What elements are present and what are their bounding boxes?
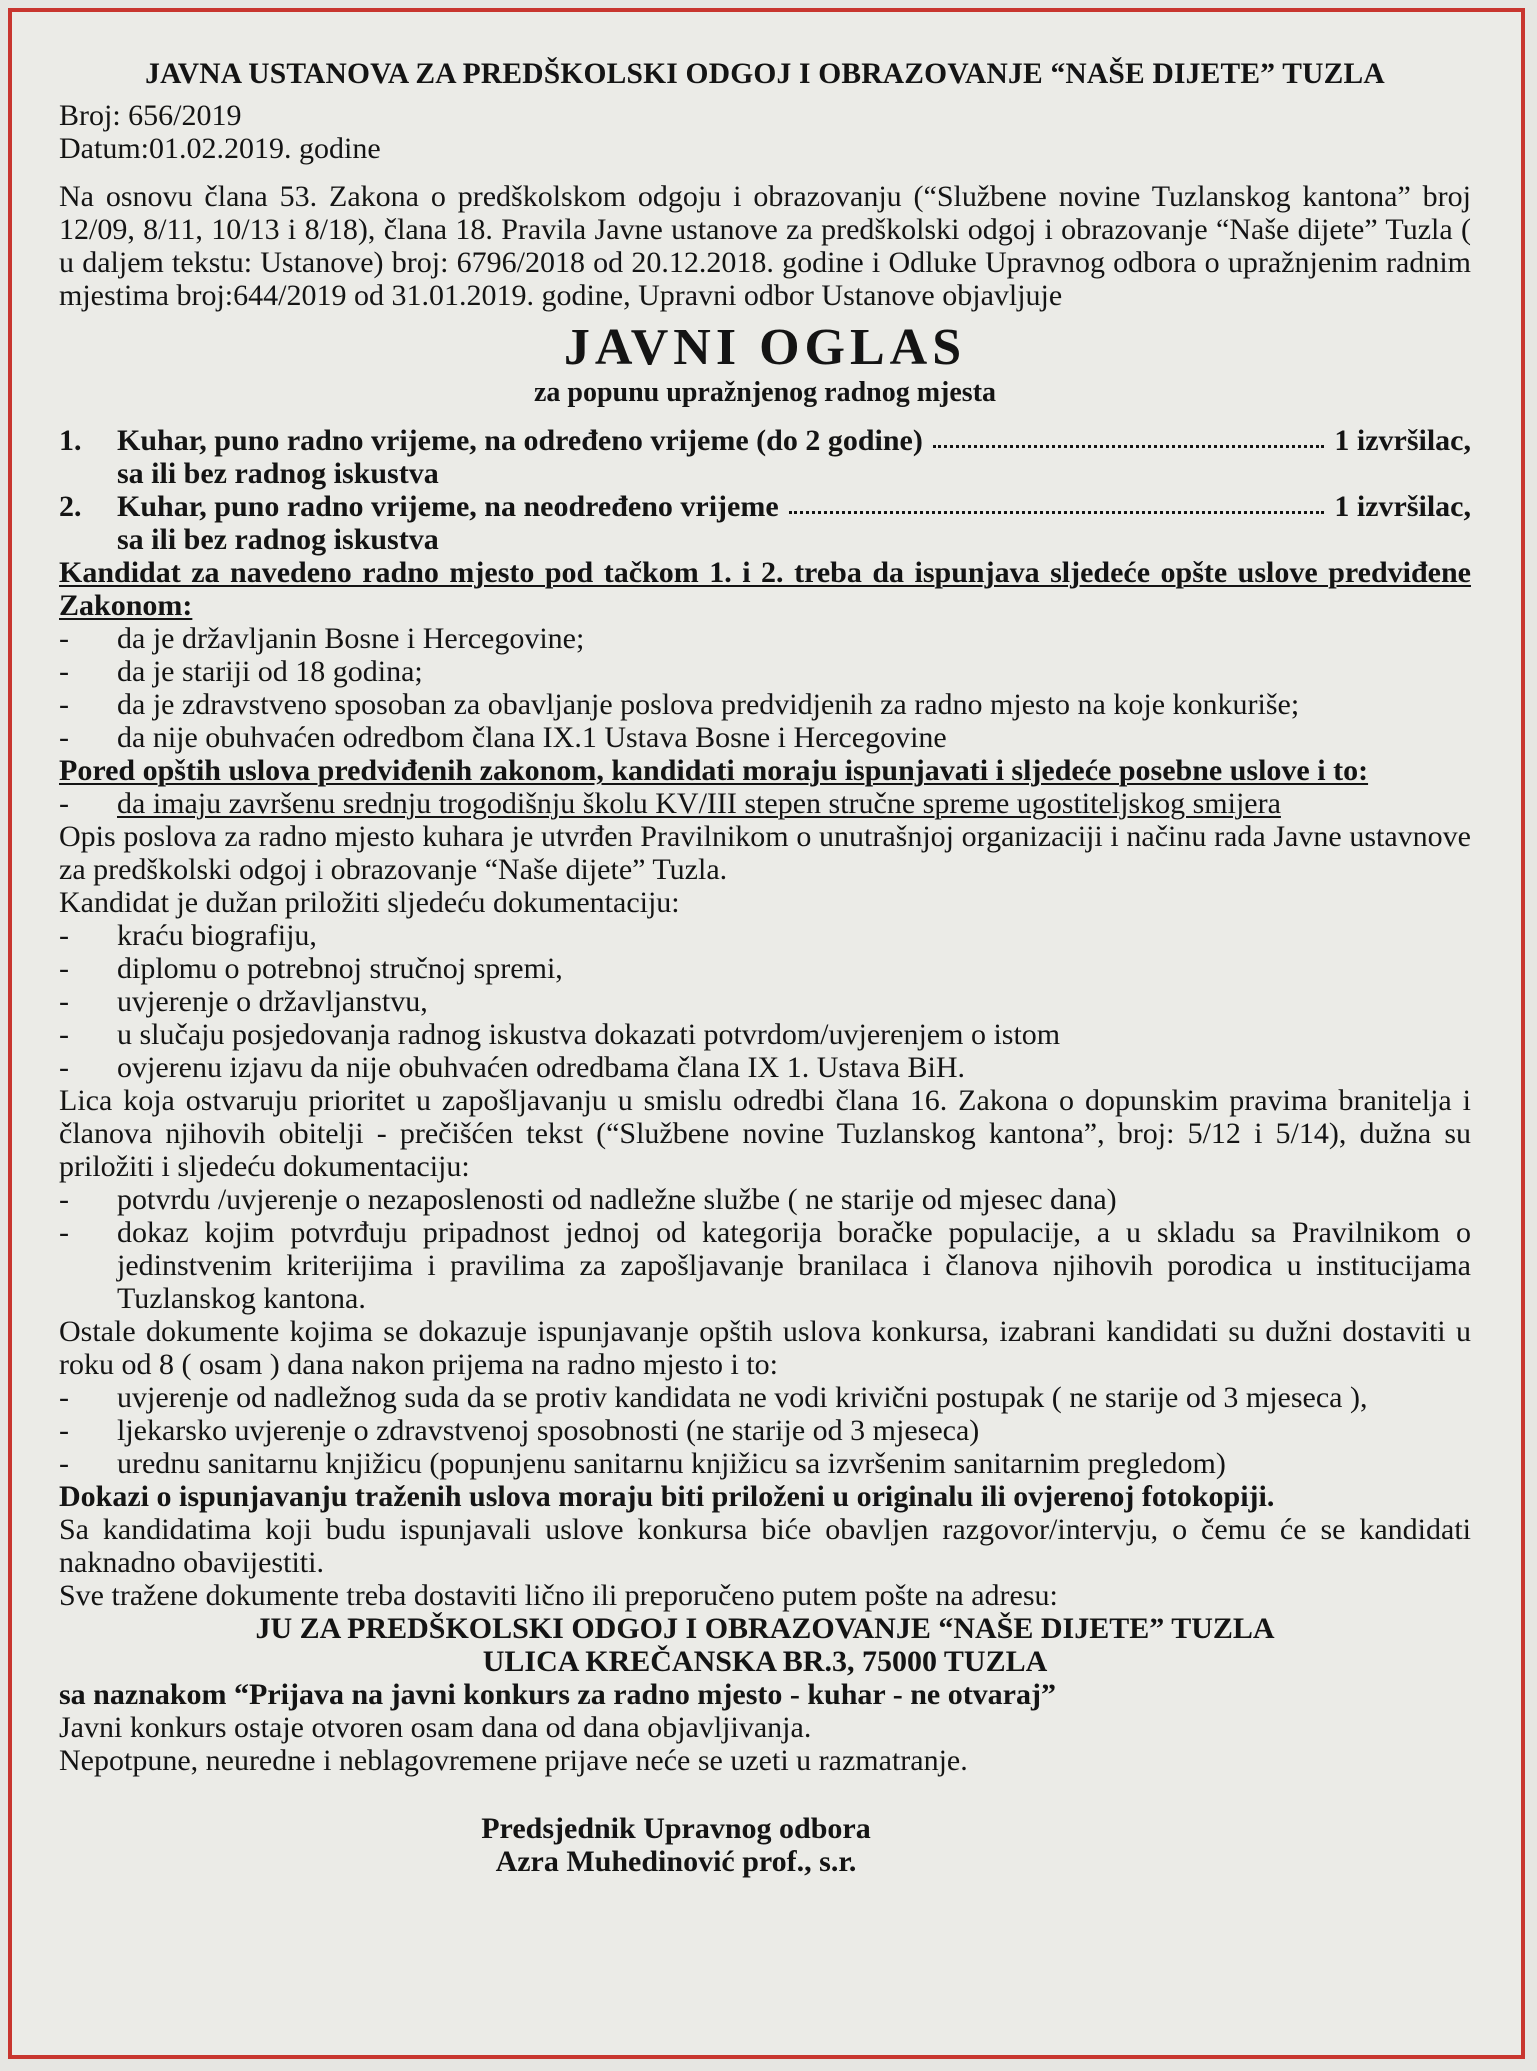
list-item-text: potvrdu /uvjerenje o nezaposlenosti od nadležne službe ( ne starije od mjesec dana) [117, 1183, 1117, 1216]
intro-paragraph: Na osnovu člana 53. Zakona o predškolskom odgoju i obrazovanju (“Službene novine Tuzlanskog kantona” broj 12/09, 8/11, 10/13 i 8/18), člana 18. Pravila Javne ustanove za predškolski odgoj i obrazovanje “Naše dijete” Tuzla ( u daljem tekstu: Ustanove) broj: 6796/2018 od 20.12.2018. godine i Odluke Upravnog odbora o upražnjenim radnim mjestima broj:644/2019 od 31.01.2019. godine, Upravni odbor Ustanove objavljuje [59, 180, 1471, 312]
documents-intro: Kandidat je dužan priložiti sljedeću dokumentaciju: [59, 886, 680, 919]
position-number: 2. [59, 490, 82, 523]
other-documents-list [59, 1381, 1471, 1480]
other-documents-intro: Ostale dokumente kojima se dokazuje ispunjavanje opštih uslova konkursa, izabrani kandidati su dužni dostaviti u roku od 8 ( osam ) dana nakon prijema na radno mjesto i to: [59, 1315, 1471, 1381]
list-item: - da je državljanin Bosne i Hercegovine; [59, 622, 1471, 655]
interview-note: Sa kandidatima koji budu ispunjavali uslove konkursa biće obavljen razgovor/intervju, o čemu će se kandidati naknadno obavijestiti. [59, 1513, 1471, 1579]
signature-title: Predsjednik Upravnog odbora [481, 1812, 871, 1845]
dot-leader [789, 490, 1325, 514]
address-line-1: JU ZA PREDŠKOLSKI ODGOJ I OBRAZOVANJE “NAŠE DIJETE” TUZLA [255, 1612, 1275, 1645]
address-line-2: ULICA KREČANSKA BR.3, 75000 TUZLA [482, 1645, 1048, 1678]
proof-note: Dokazi o ispunjavanju traženih uslova moraju biti priloženi u originalu ili ovjerenoj fotokopiji. [59, 1480, 1275, 1513]
list-item: - diplomu o potrebnoj stručnoj spremi, [59, 952, 1471, 985]
list-item: - uvjerenje od nadležnog suda da se protiv kandidata ne vodi krivični postupak ( ne starije od 3 mjeseca ), [59, 1381, 1471, 1414]
position-note: sa ili bez radnog iskustva [117, 523, 439, 556]
list-item: - ljekarsko uvjerenje o zdravstvenoj sposobnosti (ne starije od 3 mjeseca) [59, 1414, 1471, 1447]
general-conditions-heading: Kandidat za navedeno radno mjesto pod tačkom 1. i 2. treba da ispunjava sljedeće opšte uslove predviđene Zakonom: [59, 556, 1471, 622]
position-item [59, 424, 1471, 490]
list-item: - urednu sanitarnu knjižicu (popunjenu sanitarnu knjižicu sa izvršenim sanitarnim pregledom) [59, 1447, 1471, 1480]
list-item-text: urednu sanitarnu knjižicu (popunjenu sanitarnu knjižicu sa izvršenim sanitarnim pregledom) [117, 1447, 1226, 1480]
job-ad-page [8, 8, 1525, 2059]
list-item-text: da je zdravstveno sposoban za obavljanje poslova predvidjenih za radno mjesto na koje konkuriše; [117, 688, 1300, 721]
list-item: - uvjerenje o državljanstvu, [59, 985, 1471, 1018]
position-count: 1 izvršilac, [1334, 490, 1471, 523]
envelope-note: sa naznakom “Prijava na javni konkurs za radno mjesto - kuhar - ne otvaraj” [59, 1678, 1056, 1711]
list-item-text: u slučaju posjedovanja radnog iskustva dokazati potvrdom/uvjerenjem o istom [117, 1018, 1061, 1051]
list-item: - u slučaju posjedovanja radnog iskustva dokazati potvrdom/uvjerenjem o istom [59, 1018, 1471, 1051]
list-item: - potvrdu /uvjerenje o nezaposlenosti od nadležne službe ( ne starije od mjesec dana) [59, 1183, 1471, 1216]
list-item: - da nije obuhvaćen odredbom člana IX.1 Ustava Bosne i Hercegovine [59, 721, 1471, 754]
list-item-text: da je stariji od 18 godina; [117, 655, 423, 688]
priority-intro: Lica koja ostvaruju prioritet u zapošljavanju u smislu odredbi člana 16. Zakona o dopunskim pravima branitelja i članova njihovih obitelji - prečišćen tekst (“Službene novine Tuzlanskog kantona”, broj: 5/12 i 5/14), dužna su priložiti i sljedeću dokumentaciju: [59, 1084, 1471, 1183]
list-item-text: da nije obuhvaćen odredbom člana IX.1 Ustava Bosne i Hercegovine [117, 721, 947, 754]
list-item-text: uvjerenje o državljanstvu, [117, 985, 428, 1018]
dot-leader [933, 424, 1325, 448]
positions-list [59, 424, 1471, 556]
signature-name: Azra Muhedinović prof., s.r. [495, 1845, 857, 1878]
institution-header: JAVNA USTANOVA ZA PREDŠKOLSKI ODGOJ I OBRAZOVANJE “NAŠE DIJETE” TUZLA [145, 58, 1385, 90]
list-item-text: uvjerenje od nadležnog suda da se protiv kandidata ne vodi krivični postupak ( ne starije od 3 mjeseca ), [117, 1381, 1368, 1414]
list-item-text: diplomu o potrebnoj stručnoj spremi, [117, 952, 563, 985]
list-item-text: da je državljanin Bosne i Hercegovine; [117, 622, 585, 655]
position-item [59, 490, 1471, 556]
list-item: - dokaz kojim potvrđuju pripadnost jednoj od kategorija boračke populacije, a u skladu sa Pravilnikom o jedinstvenim kriterijima i pravilima za zapošljavanje branilaca i članova njihovih porodica u institucijama Tuzlanskog kantona. [59, 1216, 1471, 1315]
list-item-text: da imaju završenu srednju trogodišnju školu KV/III stepen stručne spreme ugostiteljskog smijera [117, 787, 1281, 820]
list-item: - ovjerenu izjavu da nije obuhvaćen odredbama člana IX 1. Ustava BiH. [59, 1051, 1471, 1084]
special-conditions-heading: Pored opštih uslova predviđenih zakonom, kandidati moraju ispunjavati i sljedeće posebne uslove i to: [59, 754, 1369, 787]
open-period-note: Javni konkurs ostaje otvoren osam dana od dana objavljivanja. [59, 1711, 812, 1744]
list-item: - kraću biografiju, [59, 919, 1471, 952]
list-item-text: ljekarsko uvjerenje o zdravstvenoj sposobnosti (ne starije od 3 mjeseca) [117, 1414, 980, 1447]
position-name: Kuhar, puno radno vrijeme, na neodređeno vrijeme [117, 490, 779, 523]
ad-title: JAVNI OGLAS [563, 319, 967, 376]
submit-note: Sve tražene dokumente treba dostaviti lično ili preporučeno putem pošte na adresu: [59, 1579, 1058, 1612]
general-conditions-list [59, 622, 1471, 754]
position-number: 1. [59, 424, 82, 457]
list-item: - da je stariji od 18 godina; [59, 655, 1471, 688]
list-item-text: dokaz kojim potvrđuju pripadnost jednoj od kategorija boračke populacije, a u skladu sa Pravilnikom o jedinstvenim kriterijima i pravilima za zapošljavanje branilaca i članova njihovih porodica u institucijama Tuzlanskog kantona. [117, 1216, 1471, 1315]
signature-block [59, 1812, 1471, 1878]
document-date: Datum:01.02.2019. godine [59, 132, 381, 165]
list-item-text: kraću biografiju, [117, 919, 317, 952]
position-name: Kuhar, puno radno vrijeme, na određeno vrijeme (do 2 godine) [117, 424, 923, 457]
document-meta [59, 99, 1471, 165]
position-count: 1 izvršilac, [1334, 424, 1471, 457]
list-item: - da je zdravstveno sposoban za obavljanje poslova predvidjenih za radno mjesto na koje konkuriše; [59, 688, 1471, 721]
documents-list [59, 919, 1471, 1084]
document-number: Broj: 656/2019 [59, 99, 242, 132]
priority-documents-list [59, 1183, 1471, 1315]
job-description: Opis poslova za radno mjesto kuhara je utvrđen Pravilnikom o unutrašnjoj organizaciji i načinu rada Javne ustavnove za predškolski odgoj i obrazovanje “Naše dijete” Tuzla. [59, 820, 1471, 886]
incomplete-applications-note: Nepotpune, neuredne i neblagovremene prijave neće se uzeti u razmatranje. [59, 1744, 968, 1777]
list-item: - da imaju završenu srednju trogodišnju školu KV/III stepen stručne spreme ugostiteljskog smijera [59, 787, 1471, 820]
ad-subtitle: za popunu upražnjenog radnog mjesta [533, 377, 997, 408]
list-item-text: ovjerenu izjavu da nije obuhvaćen odredbama člana IX 1. Ustava BiH. [117, 1051, 966, 1084]
position-note: sa ili bez radnog iskustva [117, 457, 439, 490]
